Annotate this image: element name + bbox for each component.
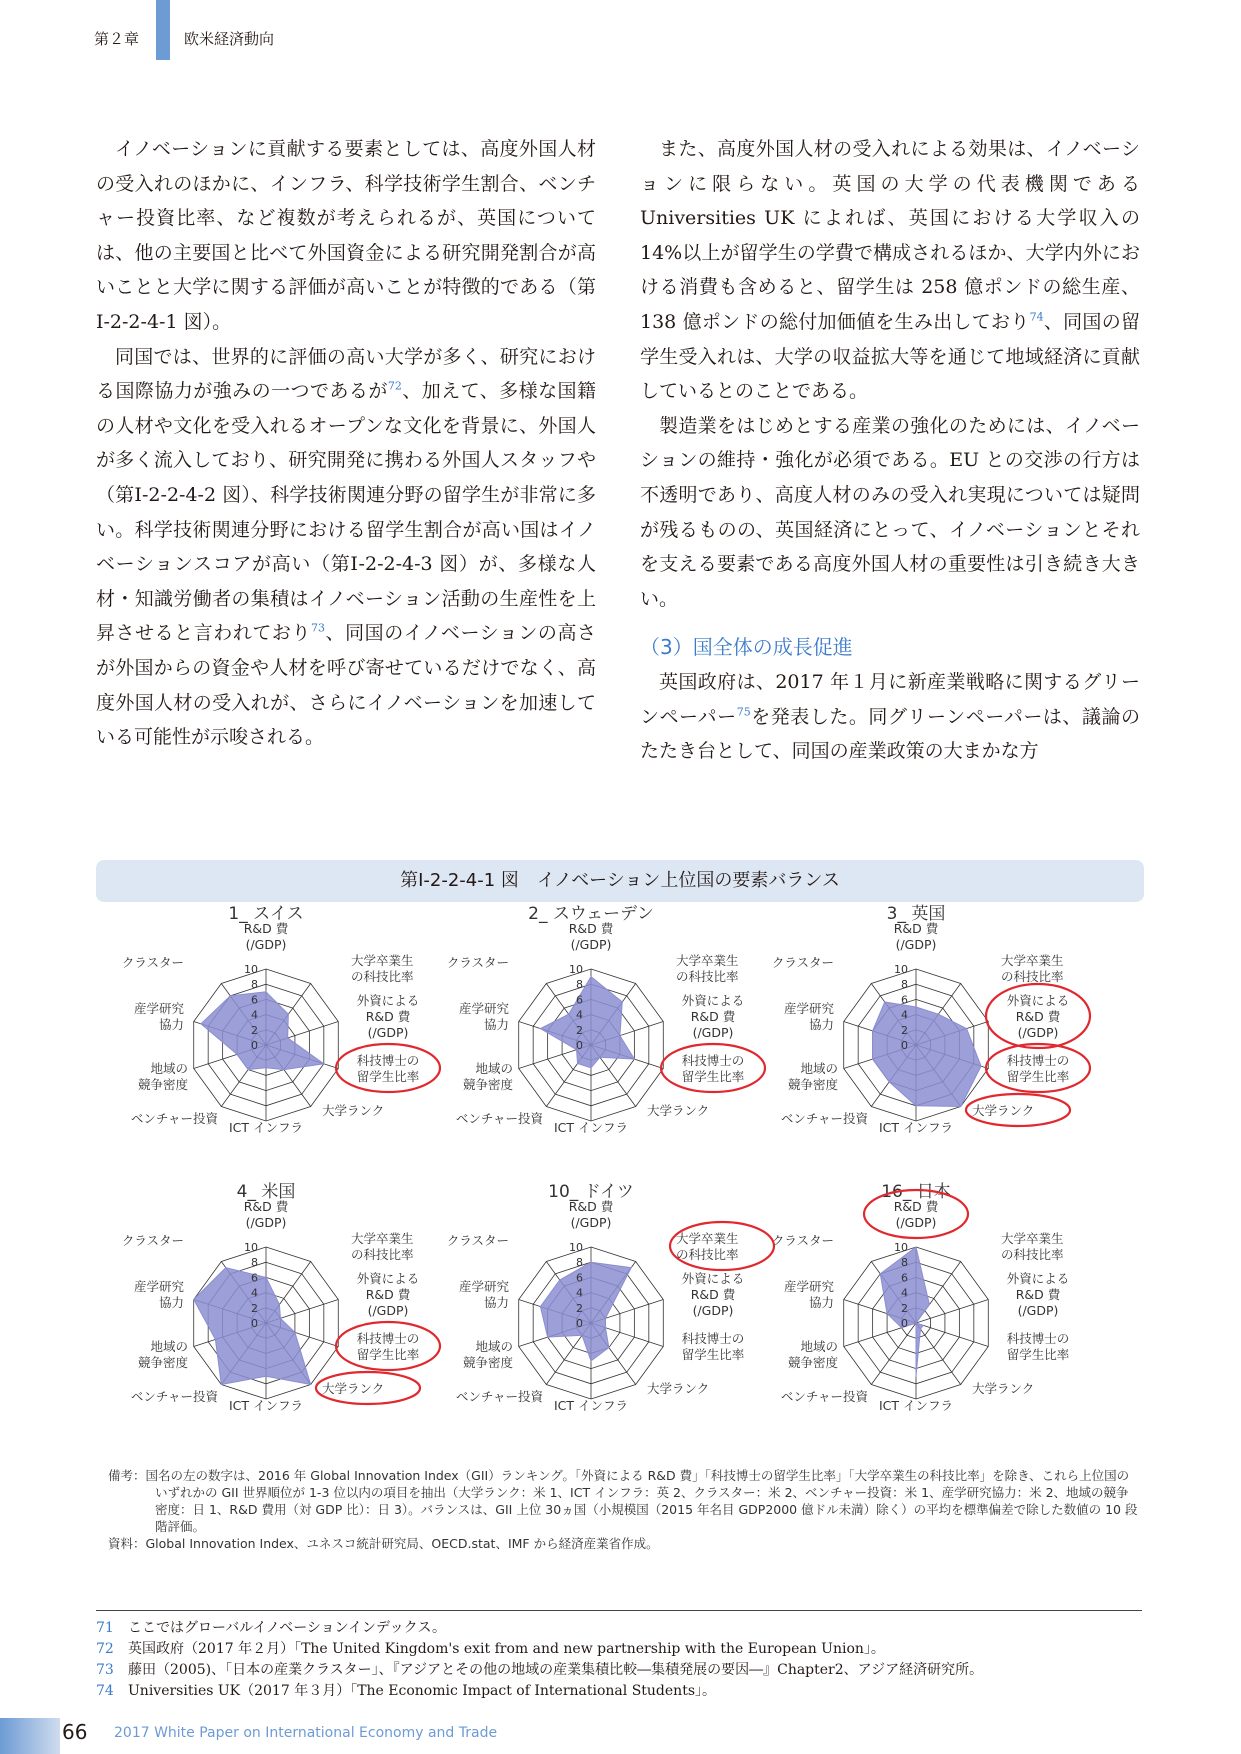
highlight-ellipse: [336, 1044, 440, 1092]
axis-label: クラスター: [771, 955, 834, 970]
tick-label: 8: [251, 978, 258, 992]
data-point: [920, 1329, 921, 1330]
tick-label: 8: [901, 978, 908, 992]
chapter-title: 欧米経済動向: [184, 30, 275, 48]
data-point: [225, 1267, 226, 1268]
data-point: [283, 1069, 284, 1070]
figure-notes: [108, 1467, 1138, 1552]
data-point: [619, 1035, 620, 1036]
data-point: [960, 1106, 961, 1107]
data-point: [966, 1028, 967, 1029]
data-point: [540, 1028, 541, 1029]
axis-label: 外資による R&D 費(/GDP): [1006, 993, 1070, 1040]
axis-label: 産学研究協力: [783, 1279, 834, 1310]
axis-label: 大学卒業生の科技比率: [351, 1231, 414, 1262]
data-point: [287, 1037, 288, 1038]
data-point: [279, 1304, 280, 1305]
axis-label: クラスター: [121, 1233, 184, 1248]
axis-label: クラスター: [771, 1233, 834, 1248]
axis-label: 科技博士の留学生比率: [1006, 1053, 1070, 1084]
footnote-ref-73[interactable]: 73: [311, 621, 326, 635]
radar-chart-svg: [116, 905, 456, 1185]
data-point: [582, 1335, 583, 1336]
data-point: [221, 1384, 222, 1385]
data-point: [568, 1014, 569, 1015]
tick-label: 0: [901, 1317, 908, 1330]
axis-label: 地域の競争密度: [462, 1061, 513, 1092]
paragraph: 同国では、世界的に評価の高い大学が多く、研究における国際協力が強みの一つであるが$^{72}$、加えて、多様な国籍の人材や文化を受入れるオープンな文化を背景に、外国人が多く流入しており、研究開発に携わる外国人スタッフや（第Ⅰ-2-2-4-2 図）、科学技術関連分野の留学生が非常に多い。科学技術関連分野における留学生割合が高い国はイノベーションスコアが高い（第Ⅰ-2-2-4-3 図）が、多様な人材・知識労働者の集積はイノベーション活動の生産性を上昇させると言われており$^{73}$、同国のイノベーションの高さが外国からの資金や人材を呼び寄せているだけでなく、高度外国人材の受入れが、さらにイノベーションを加速している可能性が示唆される。: [96, 345, 596, 749]
axis-label: 科技博士の留学生比率: [356, 1053, 420, 1084]
data-point: [605, 1318, 606, 1319]
axis-label: 外資による R&D 費(/GDP): [681, 993, 745, 1040]
axis-label: ICT インフラ: [228, 1120, 304, 1135]
data-point: [916, 1247, 917, 1248]
axis-label: 大学卒業生の科技比率: [676, 953, 739, 984]
axis-label: 外資による R&D 費(/GDP): [356, 993, 420, 1040]
data-point: [266, 1376, 267, 1377]
data-point: [266, 1067, 267, 1068]
axis-label: R&D 費(/GDP): [893, 921, 939, 952]
tick-label: 10: [569, 1241, 583, 1254]
radar-chart-svg: [766, 905, 1106, 1185]
chapter-label: 第２章: [94, 30, 140, 48]
paragraph: 英国政府は、2017 年１月に新産業戦略に関するグリーンペーパー$^{75}$を発表した。同グリーンペーパーは、議論のたたき台として、同国の産業政策の大まかな方: [640, 670, 1141, 763]
data-point: [193, 1299, 194, 1300]
chart-title: 4_ 米国: [236, 1182, 296, 1202]
data-point: [215, 1339, 216, 1340]
axis-label: 外資による R&D 費(/GDP): [356, 1271, 420, 1318]
footnote-ref-72[interactable]: 72: [387, 379, 402, 393]
paragraph: 製造業をはじめとする産業の強化のためには、イノベーションの維持・強化が必須である。EU との交渉の行方は不透明であり、高度人材のみの受入れ実現については疑問が残るものの、英国経済にとって、イノベーションとそれを支える要素である高度外国人材の重要性は引き続き大きい。: [640, 414, 1140, 610]
tick-label: 10: [244, 1241, 258, 1254]
tick-label: 4: [251, 1008, 258, 1022]
tick-label: 2: [901, 1023, 908, 1037]
tick-label: 8: [251, 1256, 258, 1270]
data-point: [559, 1279, 560, 1280]
data-point: [634, 1059, 635, 1060]
data-point: [872, 1059, 873, 1060]
axis-label: ベンチャー投資: [455, 1389, 543, 1404]
tick-label: 0: [576, 1317, 583, 1330]
tick-label: 6: [901, 1271, 908, 1285]
data-point: [622, 1001, 623, 1002]
tick-label: 2: [576, 1023, 583, 1037]
tick-label: 0: [576, 1039, 583, 1052]
chart-title: 3_ 英国: [886, 904, 946, 924]
data-point: [577, 1063, 578, 1064]
axis-label: 地域の競争密度: [137, 1339, 188, 1370]
axis-label: 科技博士の留学生比率: [356, 1331, 420, 1362]
axis-label: 大学ランク: [647, 1103, 710, 1118]
data-point: [880, 1273, 881, 1274]
data-point: [929, 1304, 930, 1305]
data-point: [631, 1267, 632, 1268]
tick-label: 0: [251, 1039, 258, 1052]
axis-label: 地域の競争密度: [462, 1339, 513, 1370]
data-point: [294, 1332, 295, 1333]
note-bikou: 備考：国名の左の数字は、2016 年 Global Innovation Index（GII）ランキング。「外資による R&D 費」「科技博士の留学生比率」「大学卒業生の科技比率」を除き、これら上位国のいずれかの GII 世界順位が 1-3 位以内の項目を抽出（大学ランク：米 1、ICT インフラ：英 2、クラスター：米 2、ベンチャー投資：米 1、産学研究協力：米 2、地域の競争密度：日 1、R&D 費用（対 GDP 比）：日 3）。バランスは、GII 上位 30ヵ国（小規模国（2015 年名目 GDP2000 億ドル未満）除く）の平均を標準偏差で除した数値の 10 段階評価。: [108, 1468, 1138, 1534]
chart-title: 16_ 日本: [881, 1182, 951, 1202]
footnote: 73 藤田（2005)、「日本の産業クラスター」、『アジアとその他の地域の産業集積比較―集積発展の要因―』Chapter2、アジア経済研究所。: [96, 1662, 984, 1678]
axis-label: ICT インフラ: [878, 1398, 954, 1413]
axis-label: クラスター: [446, 1233, 509, 1248]
data-point: [547, 1337, 548, 1338]
axis-label: 産学研究協力: [458, 1279, 509, 1310]
axis-label: 大学ランク: [972, 1103, 1035, 1118]
data-point: [916, 1007, 917, 1008]
tick-label: 4: [901, 1008, 908, 1022]
radar-chart: [441, 1183, 781, 1463]
data-point: [323, 1063, 324, 1064]
axis-label: ベンチャー投資: [130, 1389, 218, 1404]
axis-label: 外資による R&D 費(/GDP): [1006, 1271, 1070, 1318]
axis-spoke: [871, 1323, 916, 1384]
data-point: [889, 1081, 890, 1082]
data-point: [887, 1313, 888, 1314]
axis-label: クラスター: [121, 955, 184, 970]
series-area: [540, 977, 634, 1068]
data-point: [608, 1347, 609, 1348]
tick-label: 10: [569, 963, 583, 976]
highlight-ellipse: [986, 1044, 1090, 1092]
axis-label: 大学ランク: [322, 1103, 385, 1118]
footnote: 74 Universities UK（2017 年３月）「The Economic Impact of International Students」。: [96, 1683, 717, 1699]
data-point: [938, 1014, 939, 1015]
data-point: [981, 1066, 982, 1067]
data-point: [266, 991, 267, 992]
data-point: [200, 1023, 201, 1024]
axis-label: 産学研究協力: [458, 1001, 509, 1032]
data-point: [591, 1262, 592, 1263]
axis-label: 科技博士の留学生比率: [681, 1053, 745, 1084]
data-point: [280, 1318, 281, 1319]
axis-label: ICT インフラ: [878, 1120, 954, 1135]
radar-chart-svg: [441, 905, 781, 1185]
data-point: [872, 1030, 873, 1031]
chart-title: 1_ スイス: [228, 904, 304, 924]
footnote: 72 英国政府（2017 年２月）「The United Kingdom's exit from and new partnership with the European Union」。: [96, 1641, 885, 1657]
axis-label: ベンチャー投資: [455, 1111, 543, 1126]
chart-title: 10_ ドイツ: [548, 1182, 634, 1202]
axis-label: ベンチャー投資: [780, 1389, 868, 1404]
tick-label: 2: [251, 1023, 258, 1037]
tick-label: 10: [894, 1241, 908, 1254]
page-number: 66: [62, 1720, 88, 1744]
axis-label: 地域の競争密度: [137, 1061, 188, 1092]
header-accent-bar: [156, 0, 170, 60]
tick-label: 4: [576, 1286, 583, 1300]
highlight-ellipse: [661, 1044, 765, 1092]
series-area: [201, 992, 324, 1070]
data-point: [540, 1306, 541, 1307]
axis-label: 大学ランク: [322, 1381, 385, 1396]
footnote-ref-74[interactable]: 74: [1029, 310, 1044, 324]
data-point: [288, 1014, 289, 1015]
paragraph: また、高度外国人材の受入れによる効果は、イノベーションに限らない。英国の大学の代表機関であるUniversities UK によれば、英国における大学収入の14%以上が留学生の学費で構成されるほか、大学内外における消費も含めると、留学生は 258 億ポンドの総生産、138 億ポンドの総付加価値を生み出しており$^{74}$、同国の留学生受入れは、大学の収益拡大等を通じて地域経済に貢献しているとのことである。: [640, 138, 1140, 403]
tick-label: 4: [901, 1286, 908, 1300]
tick-label: 6: [576, 1271, 583, 1285]
highlight-ellipse: [336, 1322, 440, 1370]
axis-label: 産学研究協力: [133, 1279, 184, 1310]
axis-label: 大学卒業生の科技比率: [351, 953, 414, 984]
radar-chart-svg: [441, 1183, 781, 1463]
axis-label: 大学卒業生の科技比率: [1001, 953, 1064, 984]
axis-label: 科技博士の留学生比率: [681, 1331, 745, 1362]
tick-label: 6: [901, 993, 908, 1007]
note-source: 資料：Global Innovation Index、ユネスコ統計研究局、OECD.stat、IMF から経済産業省作成。: [108, 1536, 659, 1551]
paragraph: イノベーションに貢献する要素としては、高度外国人材の受入れのほかに、インフラ、科学技術学生割合、ベンチャー投資比率、など複数が考えられるが、英国については、他の主要国と比べて外国資金による研究開発割合が高いことと大学に関する評価が高いことが特徴的である（第Ⅰ-2-2-4-1 図）。: [96, 138, 596, 333]
data-point: [237, 1054, 238, 1055]
tick-label: 8: [576, 1256, 583, 1270]
data-point: [591, 976, 592, 977]
axis-spoke: [916, 1323, 961, 1384]
axis-label: 地域の競争密度: [787, 1061, 838, 1092]
radar-chart: [766, 905, 1106, 1185]
axis-label: ベンチャー投資: [780, 1111, 868, 1126]
figure-title: 第Ⅰ-2-2-4-1 図 イノベーション上位国の要素バランス: [96, 860, 1144, 902]
radar-chart: [441, 905, 781, 1185]
radar-chart: [116, 1183, 456, 1463]
axis-label: 大学ランク: [972, 1381, 1035, 1396]
tick-label: 8: [901, 1256, 908, 1270]
data-point: [916, 1323, 917, 1324]
axis-label: ICT インフラ: [553, 1398, 629, 1413]
radar-chart-grid: [96, 905, 1144, 1465]
footnotes: [96, 1618, 1142, 1702]
right-column: [640, 132, 1140, 769]
tick-label: 2: [576, 1301, 583, 1315]
data-point: [266, 1277, 267, 1278]
axis-label: クラスター: [446, 955, 509, 970]
tick-label: 4: [576, 1008, 583, 1022]
footnote-divider: [96, 1610, 1142, 1611]
data-point: [591, 1067, 592, 1068]
axis-label: 科技博士の留学生比率: [1006, 1331, 1070, 1362]
tick-label: 10: [894, 963, 908, 976]
axis-label: R&D 費(/GDP): [243, 921, 289, 952]
radar-chart-svg: [766, 1183, 1106, 1463]
tick-label: 6: [251, 1271, 258, 1285]
axis-label: 産学研究協力: [783, 1001, 834, 1032]
data-point: [916, 1105, 917, 1106]
axis-label: 産学研究協力: [133, 1001, 184, 1032]
tick-label: 0: [901, 1039, 908, 1052]
axis-label: 地域の競争密度: [787, 1339, 838, 1370]
axis-label: 大学卒業生の科技比率: [676, 1231, 739, 1262]
data-point: [605, 1327, 606, 1328]
axis-label: ベンチャー投資: [130, 1111, 218, 1126]
data-point: [230, 995, 231, 996]
series-area: [873, 1002, 981, 1107]
axis-label: 大学ランク: [647, 1381, 710, 1396]
data-point: [591, 1361, 592, 1362]
section-heading: （3）国全体の成長促進: [640, 635, 853, 660]
tick-label: 4: [251, 1286, 258, 1300]
radar-chart-svg: [116, 1183, 456, 1463]
left-column: [96, 132, 596, 755]
axis-label: 外資による R&D 費(/GDP): [681, 1271, 745, 1318]
tick-label: 2: [251, 1301, 258, 1315]
highlight-ellipse: [670, 1222, 774, 1270]
tick-label: 2: [901, 1301, 908, 1315]
radar-chart: [116, 905, 456, 1185]
axis-label: ICT インフラ: [228, 1398, 304, 1413]
data-point: [248, 1069, 249, 1070]
data-point: [916, 1376, 917, 1377]
footnote-ref-75[interactable]: 75: [736, 705, 751, 719]
axis-label: R&D 費(/GDP): [893, 1199, 939, 1230]
tick-label: 6: [576, 993, 583, 1007]
radar-chart: [766, 1183, 1106, 1463]
chart-title: 2_ スウェーデン: [528, 904, 654, 924]
footer-title: 2017 White Paper on International Economy and Trade: [114, 1725, 498, 1741]
tick-label: 10: [244, 963, 258, 976]
data-point: [884, 1001, 885, 1002]
footnote: 71 ここではグローバルイノベーションインデックス。: [96, 1620, 446, 1636]
axis-label: R&D 費(/GDP): [568, 921, 614, 952]
tick-label: 6: [251, 993, 258, 1007]
data-point: [599, 1057, 600, 1058]
tick-label: 0: [251, 1317, 258, 1330]
axis-label: R&D 費(/GDP): [243, 1199, 289, 1230]
data-point: [310, 1384, 311, 1385]
axis-label: R&D 費(/GDP): [568, 1199, 614, 1230]
tick-label: 8: [576, 978, 583, 992]
footer-accent: [0, 1718, 60, 1754]
data-point: [923, 1325, 924, 1326]
axis-label: 大学卒業生の科技比率: [1001, 1231, 1064, 1262]
axis-label: ICT インフラ: [553, 1120, 629, 1135]
axis-spoke: [916, 1323, 988, 1346]
